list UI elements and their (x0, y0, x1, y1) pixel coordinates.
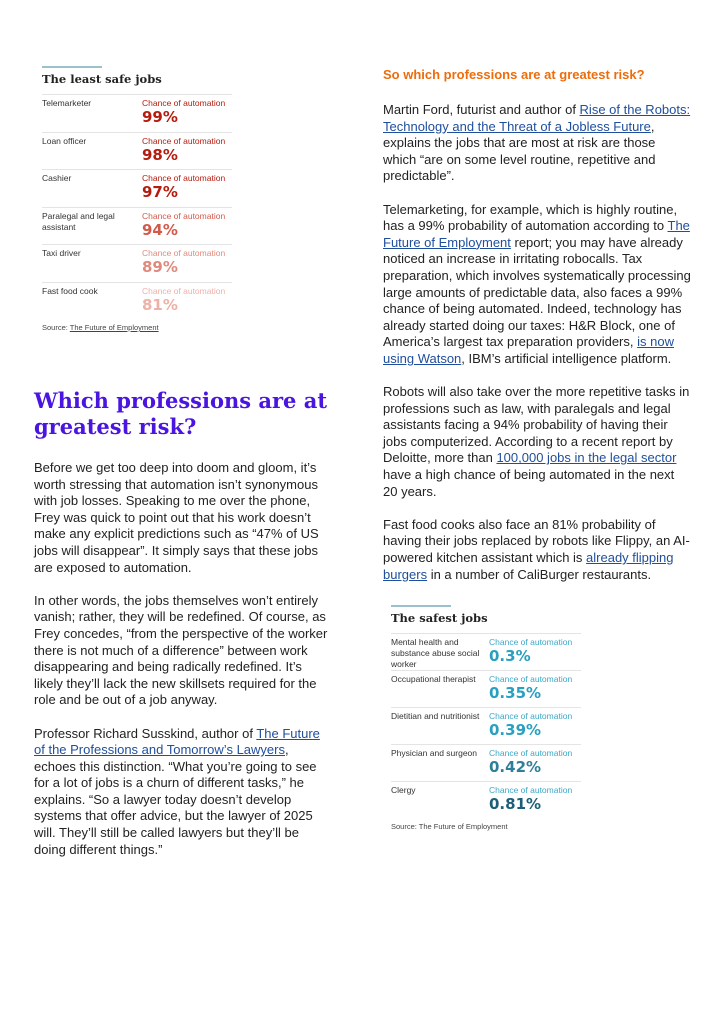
paragraph: Before we get too deep into doom and gloom, it’s worth stressing that automation isn’t synonymous with job losses. Speaking to me over the phone, Frey was quick to point out that his work doesn’t make any explicit predictions such as “47% of US jobs will disappear”. It simply says that these jobs are exposed to automation. (34, 460, 319, 575)
automation-value: 0.42% (489, 758, 542, 777)
automation-value: 94% (142, 220, 178, 239)
susskind-book-link[interactable]: The Future of the Professions and Tomorrow’s Lawyers (34, 725, 320, 758)
job-name: Loan officer (42, 135, 87, 146)
table-row (42, 169, 232, 207)
paragraph: Robots will also take over the more repetitive tasks in professions such as law, with paralegals and legal assistants facing a 94% probability of having their jobs computerized. According to a recent report by Deloitte, more than 100,000 jobs in the legal sector have a high chance of being automated in the next 20 years. (383, 384, 690, 499)
right-column (383, 66, 691, 832)
job-name: Fast food cook (42, 285, 98, 296)
flipping-burgers-link[interactable]: already flipping burgers (383, 550, 674, 582)
automation-cell (142, 98, 232, 132)
table-row (391, 633, 581, 670)
automation-value: 81% (142, 295, 178, 314)
automation-value: 98% (142, 145, 178, 164)
table-row (391, 707, 581, 744)
automation-cell (142, 136, 232, 170)
table-row (42, 94, 232, 132)
automation-cell (489, 674, 581, 707)
automation-caption: Chance of automation (489, 748, 573, 759)
automation-caption: Chance of automation (489, 711, 573, 722)
table-source: Source: The Future of Employment (391, 822, 508, 832)
paragraph: In other words, the jobs themselves won’t entirely vanish; rather, they will be redefined. Of course, as Frey concedes, “from the perspective of the worker there is not much of a difference” between work disappearing and being radically redefined. It’s likely they’ll lack the new skillsets required for the role and be out of a job anyway. (34, 592, 328, 708)
automation-caption: Chance of automation (142, 248, 226, 258)
least-safe-jobs-table (42, 66, 232, 332)
job-name: Paralegal and legal assistant (42, 210, 115, 232)
paragraph: Martin Ford, futurist and author of Rise of the Robots: Technology and the Threat of a Jobless Future, explains the jobs that are most at risk are those which “are on some level routine, repetitive and predictable”. (383, 102, 691, 184)
section-heading: Which professions are at greatest risk? (34, 388, 328, 439)
automation-cell (489, 711, 581, 744)
job-name: Dietitian and nutritionist (391, 711, 480, 722)
job-name: Occupational therapist (391, 674, 476, 685)
automation-cell (142, 173, 232, 207)
job-name: Clergy (391, 785, 416, 796)
automation-value: 0.3% (489, 647, 531, 666)
paragraph: Telemarketing, for example, which is highly routine, has a 99% probability of automation according to The Future of Employment report; you may have already noticed an increase in irritating robocalls. Tax preparation, which involves systematically processing large amounts of predictable data, also faces a 99% chance of being automated. Indeed, technology has already started doing our taxes: H&R Block, one of America’s largest tax preparation providers, is now using Watson, IBM’s artificial intelligence platform. (383, 201, 691, 366)
automation-caption: Chance of automation (142, 135, 226, 146)
job-name: Telemarketer (42, 98, 92, 108)
source-link[interactable]: The Future of Employment (69, 323, 159, 332)
automation-caption: Chance of automation (142, 173, 226, 183)
future-of-employment-link[interactable]: The Future of Employment (383, 218, 690, 250)
legal-sector-link[interactable]: 100,000 jobs in the legal sector (496, 450, 677, 466)
safest-jobs-table (391, 605, 581, 832)
automation-cell (142, 211, 232, 245)
rise-of-robots-link[interactable]: Rise of the Robots: Technology and the Threat of a Jobless Future (383, 102, 691, 134)
table-row (42, 132, 232, 170)
left-column (34, 66, 332, 875)
automation-value: 0.39% (489, 721, 542, 740)
automation-caption: Chance of automation (142, 210, 226, 221)
automation-value: 0.81% (489, 795, 542, 814)
automation-caption: Chance of automation (142, 98, 226, 108)
automation-caption: Chance of automation (489, 785, 573, 796)
section-heading: So which professions are at greatest risk? (383, 67, 645, 82)
automation-cell (489, 785, 581, 818)
table-row (391, 670, 581, 707)
table-row (391, 781, 581, 818)
job-name: Physician and surgeon (391, 748, 478, 759)
table-title: The safest jobs (391, 611, 488, 626)
table-row (42, 282, 232, 320)
table-row (42, 207, 232, 245)
table-title: The least safe jobs (42, 72, 162, 86)
table-row (391, 744, 581, 781)
automation-value: 99% (142, 108, 178, 126)
paragraph: Professor Richard Susskind, author of The Future of the Professions and Tomorrow’s Lawyers, echoes this distinction. “What you’re going to see for a lot of jobs is a churn of different tasks,” he explains. “So a lawyer today doesn’t develop systems that offer advice, but the lawyer of 2025 will. They’ll still be called lawyers but they’ll be doing different things.” (34, 725, 320, 857)
paragraph: Fast food cooks also face an 81% probability of having their jobs replaced by robots like Flippy, an AI-powered kitchen assistant which is already flipping burgers in a number of CaliBurger restaurants. (383, 516, 690, 582)
watson-link[interactable]: is now using Watson (383, 334, 674, 366)
table-top-rule (42, 66, 102, 68)
job-name: Cashier (42, 173, 72, 183)
automation-caption: Chance of automation (489, 637, 573, 648)
automation-cell (142, 248, 232, 282)
automation-value: 89% (142, 258, 178, 276)
automation-caption: Chance of automation (142, 285, 226, 296)
automation-value: 0.35% (489, 684, 542, 703)
automation-value: 97% (142, 183, 178, 201)
automation-cell (142, 286, 232, 320)
table-row (42, 244, 232, 282)
job-name: Mental health and substance abuse social worker (391, 637, 480, 670)
table-top-rule (391, 605, 451, 607)
automation-cell (489, 748, 581, 781)
table-source: Source: The Future of Employment (42, 323, 159, 332)
job-name: Taxi driver (42, 248, 81, 258)
automation-caption: Chance of automation (489, 674, 573, 685)
automation-cell (489, 637, 581, 670)
